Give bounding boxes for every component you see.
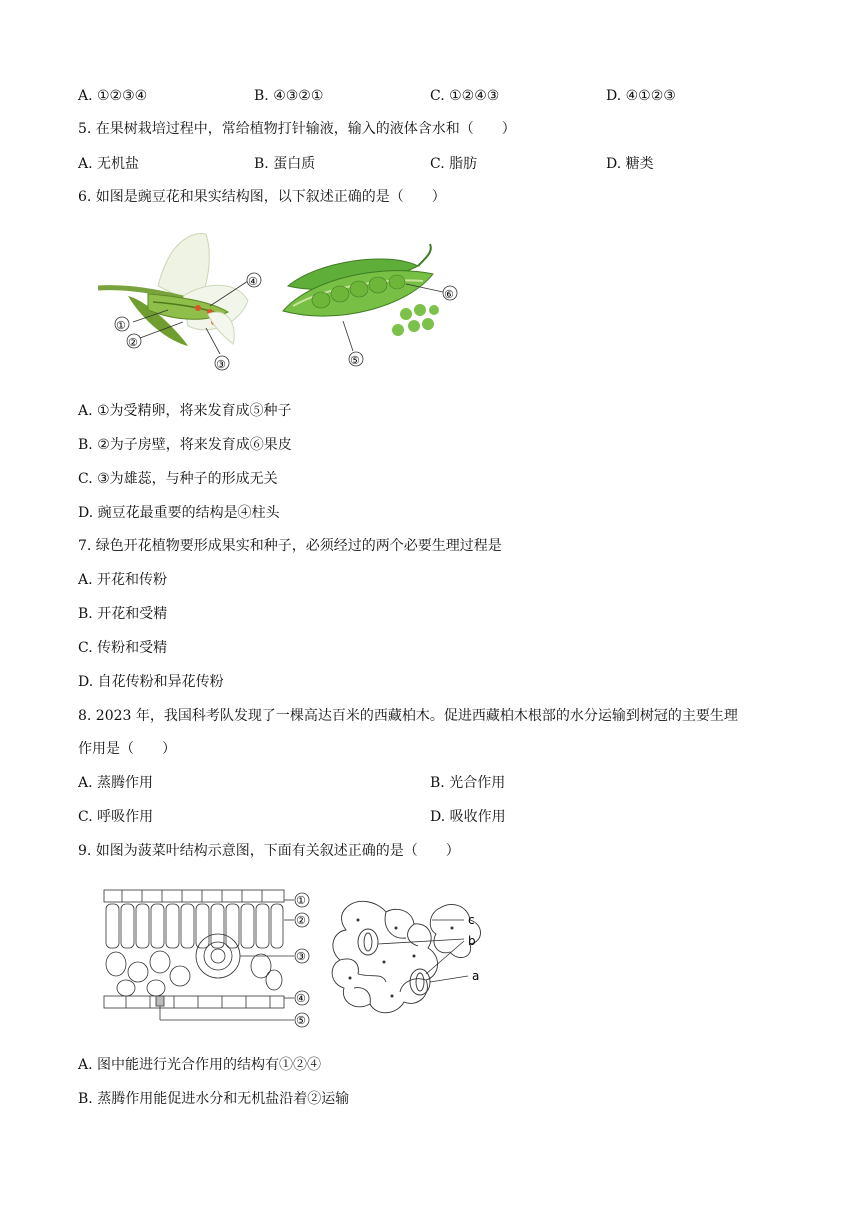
q5-option-b: B. 蛋白质	[254, 156, 316, 172]
q5-option-a: A. 无机盐	[78, 156, 140, 172]
label-2: ②	[296, 914, 306, 927]
pea-flower-fruit-figure	[88, 226, 478, 376]
label-2: ②	[128, 336, 138, 349]
q8-option-b: B. 光合作用	[430, 775, 506, 791]
q6-stem: 6. 如图是豌豆花和果实结构图，以下叙述正确的是（ ）	[78, 189, 446, 205]
q7-option-a: A. 开花和传粉	[78, 572, 168, 588]
leaf-epidermis-surface	[332, 901, 480, 1012]
q7-option-d: D. 自花传粉和异花传粉	[78, 674, 224, 690]
label-a: a	[472, 969, 480, 983]
q9-option-b: B. 蒸腾作用能促进水分和无机盐沿着②运输	[78, 1091, 350, 1107]
q7-stem: 7. 绿色开花植物要形成果实和种子，必须经过的两个必要生理过程是	[78, 538, 502, 554]
q4-option-b: B. ④③②①	[254, 88, 324, 104]
q5-option-c: C. 脂肪	[430, 156, 478, 172]
label-3: ③	[296, 950, 306, 963]
label-3: ③	[216, 358, 226, 371]
q7-option-b: B. 开花和受精	[78, 606, 168, 622]
q9-option-a: A. 图中能进行光合作用的结构有①②④	[78, 1057, 322, 1073]
q4-option-d: D. ④①②③	[606, 88, 676, 104]
q5-option-d: D. 糖类	[606, 156, 654, 172]
q6-option-a: A. ①为受精卵，将来发育成⑤种子	[78, 403, 292, 419]
q4-option-a: A. ①②③④	[78, 88, 148, 104]
q6-option-d: D. 豌豆花最重要的结构是④柱头	[78, 505, 280, 521]
label-5: ⑤	[350, 354, 360, 367]
label-1: ①	[296, 894, 306, 907]
spinach-leaf-figure	[96, 884, 496, 1034]
q8-stem-line2: 作用是（ ）	[78, 741, 176, 757]
q7-option-c: C. 传粉和受精	[78, 640, 168, 656]
label-4: ④	[296, 992, 306, 1005]
q8-option-c: C. 呼吸作用	[78, 809, 154, 825]
pea-pod-image	[283, 244, 439, 336]
q9-stem: 9. 如图为菠菜叶结构示意图，下面有关叙述正确的是（ ）	[78, 843, 460, 859]
q8-stem-line1: 8. 2023 年，我国科考队发现了一棵高达百米的西藏柏木。促进西藏柏木根部的水分运输到树冠的主要生理	[78, 708, 738, 724]
label-1: ①	[116, 319, 126, 332]
label-b: b	[468, 934, 476, 948]
label-6: ⑥	[444, 288, 454, 301]
q4-option-c: C. ①②④③	[430, 88, 500, 104]
q8-option-d: D. 吸收作用	[430, 809, 506, 825]
label-4: ④	[248, 275, 258, 288]
leaf-cross-section	[104, 890, 284, 1008]
q6-option-c: C. ③为雄蕊，与种子的形成无关	[78, 471, 278, 487]
label-c: c	[468, 913, 475, 927]
q5-stem: 5. 在果树栽培过程中，常给植物打针输液，输入的液体含水和（ ）	[78, 121, 516, 137]
label-5: ⑤	[296, 1014, 306, 1027]
q6-option-b: B. ②为子房壁，将来发育成⑥果皮	[78, 437, 292, 453]
q8-option-a: A. 蒸腾作用	[78, 775, 154, 791]
